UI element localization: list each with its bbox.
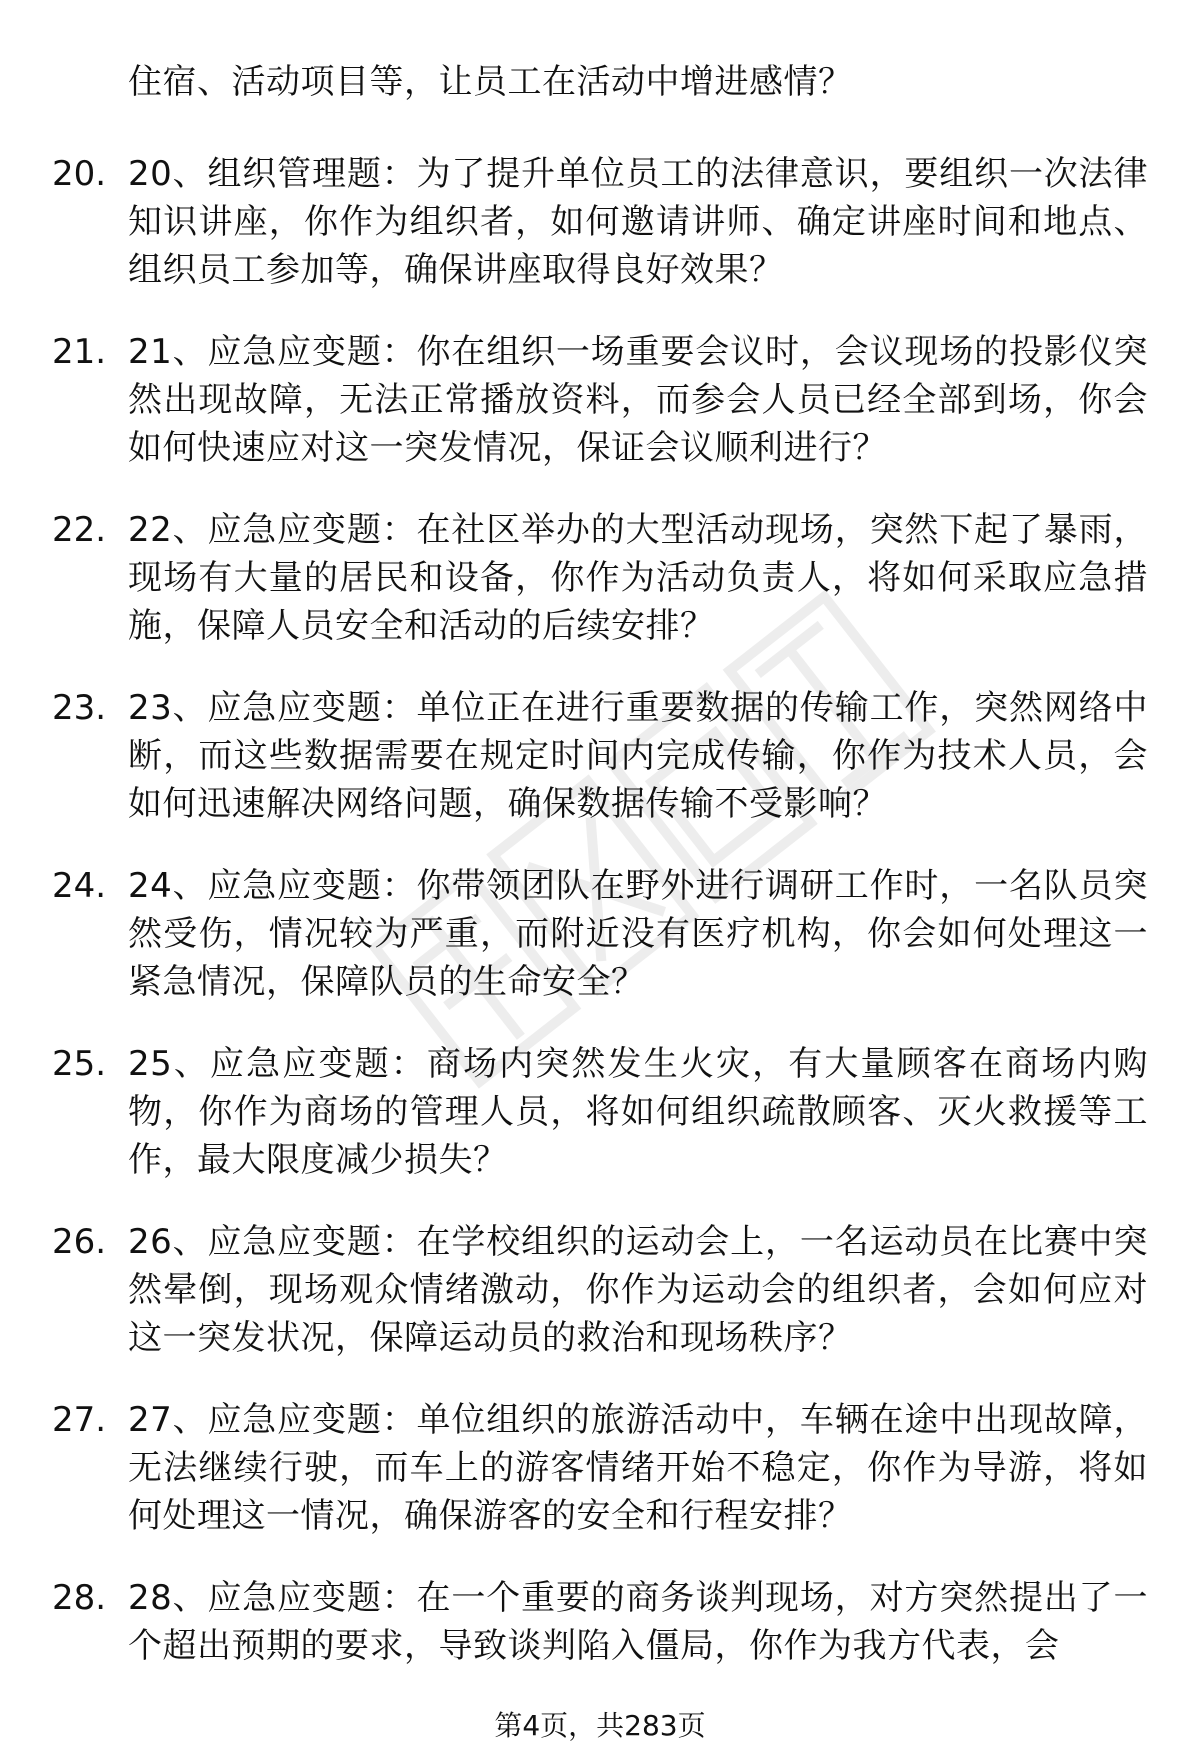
list-item xyxy=(0,684,1200,828)
item-number: 28. xyxy=(52,1578,107,1618)
item-number: 24. xyxy=(52,866,107,906)
item-number: 23. xyxy=(52,688,107,728)
list-item xyxy=(0,328,1200,472)
list-item xyxy=(0,506,1200,650)
list-item xyxy=(0,1040,1200,1184)
item-text: 25、应急应变题：商场内突然发生火灾，有大量顾客在商场内购物，你作为商场的管理人员，将如何组织疏散顾客、灭火救援等工作，最大限度减少损失？ xyxy=(128,1044,1148,1180)
item-text: 28、应急应变题：在一个重要的商务谈判现场，对方突然提出了一个超出预期的要求，导致谈判陷入僵局，你作为我方代表，会 xyxy=(128,1578,1148,1666)
list-item xyxy=(0,1574,1200,1670)
list-item xyxy=(0,1396,1200,1540)
list-item xyxy=(0,1218,1200,1362)
question-list xyxy=(0,150,1200,1704)
item-number: 22. xyxy=(52,510,107,550)
item-text: 27、应急应变题：单位组织的旅游活动中，车辆在途中出现故障，无法继续行驶，而车上的游客情绪开始不稳定，你作为导游，将如何处理这一情况，确保游客的安全和行程安排？ xyxy=(128,1400,1148,1536)
list-item xyxy=(0,150,1200,294)
item-text: 23、应急应变题：单位正在进行重要数据的传输工作，突然网络中断，而这些数据需要在规定时间内完成传输，你作为技术人员，会如何迅速解决网络问题，确保数据传输不受影响？ xyxy=(128,688,1148,824)
item-text: 26、应急应变题：在学校组织的运动会上，一名运动员在比赛中突然晕倒，现场观众情绪激动，你作为运动会的组织者，会如何应对这一突发状况，保障运动员的救治和现场秩序？ xyxy=(128,1222,1148,1358)
item-number: 21. xyxy=(52,332,107,372)
item-number: 25. xyxy=(52,1044,107,1084)
item-text: 20、组织管理题：为了提升单位员工的法律意识，要组织一次法律知识讲座，你作为组织者，如何邀请讲师、确定讲座时间和地点、组织员工参加等，确保讲座取得良好效果？ xyxy=(128,154,1148,290)
item-number: 20. xyxy=(52,154,107,194)
item-text: 21、应急应变题：你在组织一场重要会议时，会议现场的投影仪突然出现故障，无法正常播放资料，而参会人员已经全部到场，你会如何快速应对这一突发情况，保证会议顺利进行？ xyxy=(128,332,1148,468)
item-number: 26. xyxy=(52,1222,107,1262)
continuation-text: 住宿、活动项目等，让员工在活动中增进感情？ xyxy=(128,62,853,102)
page-footer: 第4页，共283页 xyxy=(494,1709,706,1742)
item-text: 22、应急应变题：在社区举办的大型活动现场，突然下起了暴雨，现场有大量的居民和设备，你作为活动负责人，将如何采取应急措施，保障人员安全和活动的后续安排？ xyxy=(128,510,1148,646)
list-item xyxy=(0,862,1200,1006)
item-number: 27. xyxy=(52,1400,107,1440)
item-text: 24、应急应变题：你带领团队在野外进行调研工作时，一名队员突然受伤，情况较为严重，而附近没有医疗机构，你会如何处理这一紧急情况，保障队员的生命安全？ xyxy=(128,866,1148,1002)
